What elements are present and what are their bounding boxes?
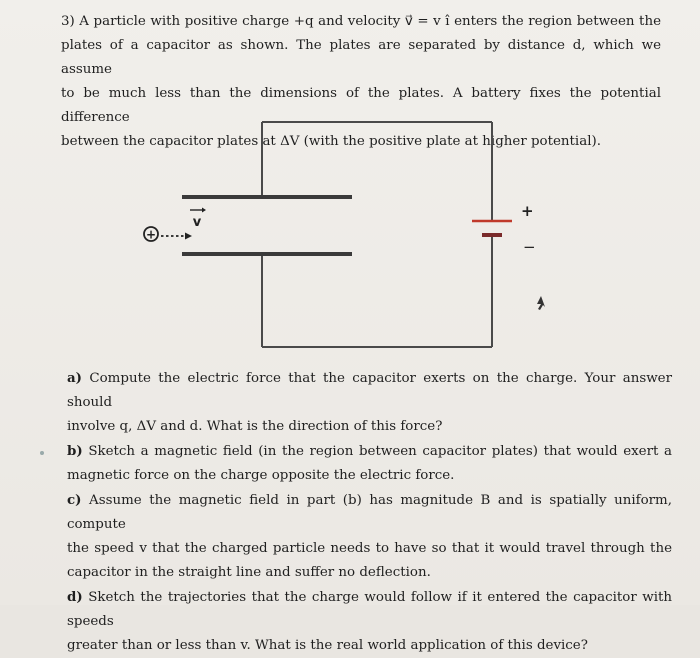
- question-line: Sketch a magnetic field (in the region between capacitor plates) that would exert a: [88, 444, 672, 459]
- circuit-wire: [262, 122, 492, 347]
- question-line: involve q, ΔV and d. What is the direction of this force?: [67, 419, 443, 434]
- question-line: the speed v that the charged particle needs to have so that it would travel through the: [67, 541, 672, 556]
- question-label: c): [67, 492, 82, 508]
- battery-minus-sign: −: [523, 238, 536, 256]
- margin-mark: [40, 451, 44, 455]
- question-line: Compute the electric force that the capacitor exerts on the charge. Your answer should: [67, 371, 672, 410]
- intro-line: between the capacitor plates at ΔV (with the positive plate at higher potential).: [61, 134, 601, 149]
- question-list: [67, 366, 672, 658]
- charge-sign: +: [145, 227, 157, 242]
- question-line: greater than or less than v. What is the real world application of this device?: [67, 638, 588, 653]
- velocity-label: v: [192, 215, 202, 230]
- question-label: b): [67, 443, 83, 459]
- question-line: magnetic force on the charge opposite the electric force.: [67, 468, 455, 483]
- question-label: a): [67, 370, 83, 386]
- velocity-vector-label: [190, 208, 206, 231]
- question-label: d): [67, 589, 83, 605]
- mouse-cursor-icon: [537, 296, 545, 310]
- intro-line: plates of a capacitor as shown. The plates are separated by distance d, which we assume: [61, 38, 661, 77]
- intro-line: 3) A particle with positive charge +q and velocity v⃗ = v î enters the region between the: [61, 14, 661, 29]
- positive-charge-icon: [144, 227, 158, 242]
- question-b: [67, 439, 672, 488]
- question-a: [67, 366, 672, 439]
- velocity-arrow-icon: [161, 233, 192, 240]
- question-line: capacitor in the straight line and suffer no deflection.: [67, 565, 431, 580]
- intro-line: to be much less than the dimensions of the plates. A battery fixes the potential difference: [61, 86, 661, 125]
- question-line: Assume the magnetic field in part (b) has magnitude B and is spatially uniform, compute: [67, 493, 672, 532]
- question-line: Sketch the trajectories that the charge would follow if it entered the capacitor with speeds: [67, 590, 672, 629]
- question-c: [67, 488, 672, 585]
- question-d: [67, 585, 672, 658]
- battery-plus-sign: +: [521, 202, 534, 220]
